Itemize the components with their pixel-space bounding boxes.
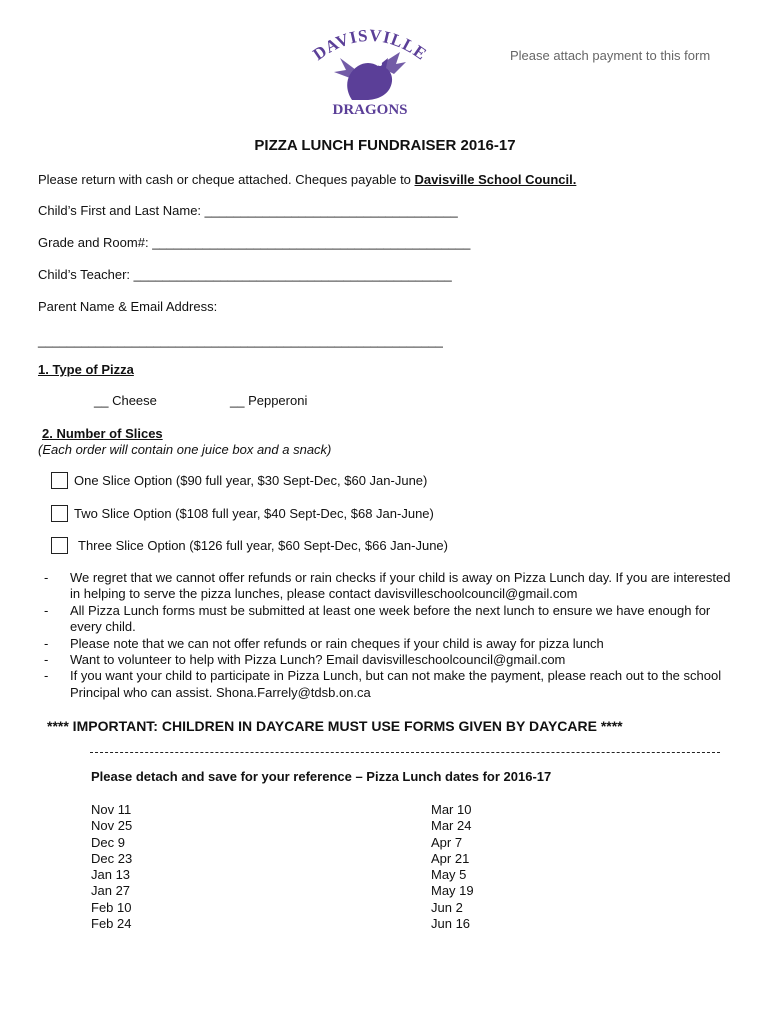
lunch-date: Dec 9 <box>91 834 125 850</box>
lunch-date: May 5 <box>431 867 467 883</box>
parent-contact-blank-line[interactable]: ________________________________________________________ <box>38 333 443 348</box>
lunch-date: Feb 10 <box>91 899 132 915</box>
lunch-date: Apr 21 <box>431 850 470 866</box>
field-parent-contact <box>38 299 217 315</box>
note-item: - We regret that we cannot offer refunds or rain checks if your child is away on Pizza Lunch day. If you are interested in helping to serve the pizza lunches, please contact davisvilleschoolcouncil@gmail.com <box>44 570 734 603</box>
lunch-date: Mar 24 <box>431 818 472 834</box>
field-label: Child’s First and Last Name: <box>38 203 205 218</box>
note-item: - Please note that we can not offer refunds or rain cheques if your child is away for pizza lunch <box>44 636 734 652</box>
lunch-date: Jun 2 <box>431 899 463 915</box>
field-blank-line[interactable]: ____________________________________________ <box>133 267 452 282</box>
lunch-date: Feb 24 <box>91 916 132 932</box>
payee-name: Davisville School Council. <box>414 172 577 187</box>
note-item: - If you want your child to participate in Pizza Lunch, but can not make the payment, please reach out to the school Principal who can assist. Shona.Farrely@tdsb.on.ca <box>44 668 734 701</box>
section-type-of-pizza-heading: 1. Type of Pizza <box>38 362 134 377</box>
logo-top-text: DAVISVILLE <box>309 25 431 65</box>
three-slice-checkbox[interactable] <box>51 537 68 554</box>
field-teacher <box>38 267 452 283</box>
three-slice-label: Three Slice Option ($126 full year, $60 Sept-Dec, $66 Jan-June) <box>78 538 448 553</box>
one-slice-checkbox[interactable] <box>51 472 68 489</box>
lunch-date: Nov 11 <box>91 802 132 817</box>
section-number-of-slices-heading: 2. Number of Slices <box>42 426 163 441</box>
logo-bottom-text: DRAGONS <box>332 102 408 118</box>
slices-subheading: (Each order will contain one juice box and a snack) <box>38 442 332 457</box>
field-label: Grade and Room#: <box>38 235 153 250</box>
detach-heading: Please detach and save for your reference – Pizza Lunch dates for 2016-17 <box>91 769 552 784</box>
page-title: PIZZA LUNCH FUNDRAISER 2016-17 <box>254 137 516 154</box>
davisville-dragons-logo <box>300 22 440 122</box>
lunch-date: Mar 10 <box>431 802 472 817</box>
svg-text:DAVISVILLE <box>309 26 430 64</box>
pizza-option-cheese[interactable]: __ Cheese <box>94 393 157 408</box>
important-notice: **** IMPORTANT: CHILDREN IN DAYCARE MUST USE FORMS GIVEN BY DAYCARE **** <box>47 718 623 734</box>
two-slice-checkbox[interactable] <box>51 505 68 522</box>
dragon-icon <box>334 52 406 100</box>
lunch-date: Jan 27 <box>91 883 131 899</box>
pizza-option-pepperoni[interactable]: __ Pepperoni <box>230 393 308 408</box>
field-label: Parent Name & Email Address: <box>38 299 218 314</box>
field-child-name <box>38 203 458 219</box>
lunch-date: Dec 23 <box>91 850 133 866</box>
note-item: - All Pizza Lunch forms must be submitted at least one week before the next lunch to ensure we have enough for every child. <box>44 603 734 636</box>
one-slice-label: One Slice Option ($90 full year, $30 Sept-Dec, $60 Jan-June) <box>74 473 428 488</box>
lunch-date: May 19 <box>431 883 474 899</box>
dates-column-left <box>91 802 132 932</box>
lunch-date: Jun 16 <box>431 916 471 932</box>
lunch-date: Nov 25 <box>91 818 133 834</box>
field-grade-room <box>38 235 470 251</box>
attach-payment-note: Please attach payment to this form <box>510 48 711 63</box>
lunch-date: Apr 7 <box>431 834 463 850</box>
dates-column-right <box>431 802 474 932</box>
lunch-date: Jan 13 <box>91 867 131 883</box>
two-slice-label: Two Slice Option ($108 full year, $40 Sept-Dec, $68 Jan-June) <box>74 506 434 521</box>
detach-line <box>90 752 720 754</box>
field-blank-line[interactable]: ____________________________________________ <box>152 235 471 250</box>
field-blank-line[interactable]: ___________________________________ <box>204 203 458 218</box>
notes-list <box>44 570 734 701</box>
intro-text <box>38 172 576 188</box>
field-label: Child’s Teacher: <box>38 267 134 282</box>
intro-sentence: Please return with cash or cheque attached. Cheques payable to <box>38 172 415 187</box>
note-item: - Want to volunteer to help with Pizza Lunch? Email davisvilleschoolcouncil@gmail.com <box>44 652 734 668</box>
